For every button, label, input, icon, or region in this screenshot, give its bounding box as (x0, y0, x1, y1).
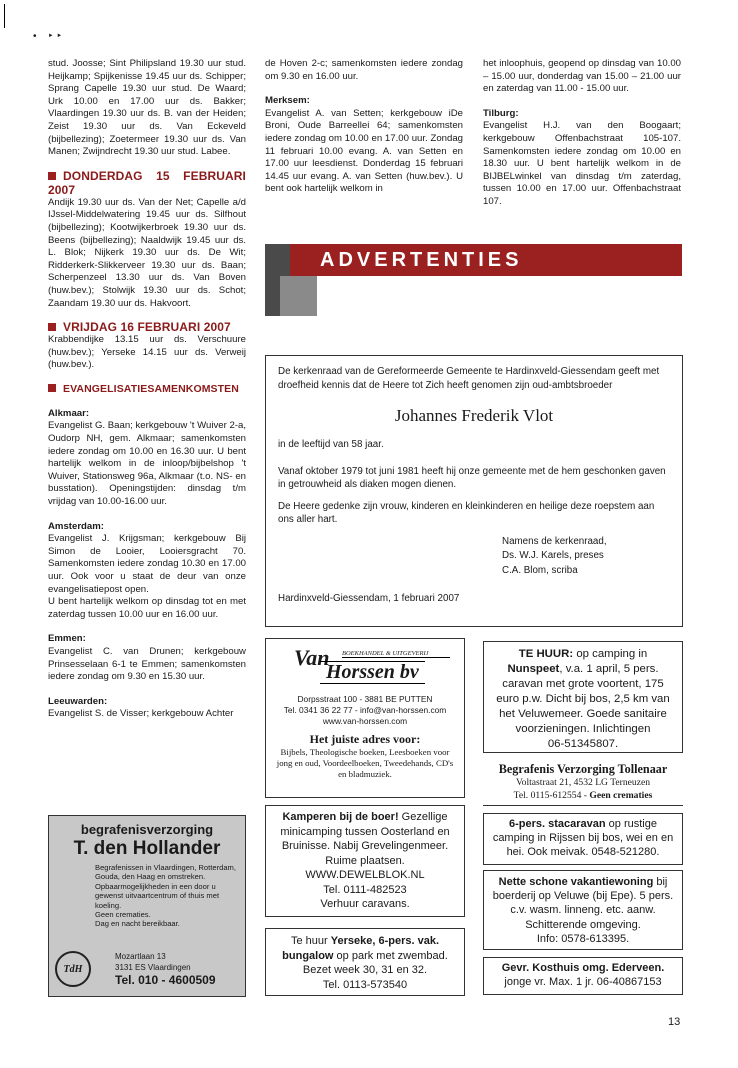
hollander-address (115, 952, 216, 988)
kamperen-website: WWW.DEWELBLOK.NL (305, 869, 425, 881)
obituary-notice (265, 355, 683, 627)
hollander-name: T. den Hollander (73, 838, 221, 859)
tilburg-text: Evangelist H.J. van den Boogaart; kerkgebouw Offenbachstraat 105-107. Samenkomsten iedere zondag om 10.00 en 18.30 uur. U bent hartelijk welkom in de BIJBELwinkel van dinsdag t/m zaterdag, tussen 10.00 en 17.00 uur. Offenbachstraat 107. (483, 120, 681, 207)
city-merksem: Merksem: (265, 95, 310, 107)
obituary-place-date: Hardinxveld-Giessendam, 1 februari 2007 (278, 593, 460, 604)
ad-den-hollander (48, 815, 246, 997)
hollander-logo-monogram: TdH (63, 963, 83, 975)
obituary-intro: De kerkenraad van de Gereformeerde Gemeente te Hardinxveld-Giessendam geeft met droefheid kennis dat de Heere tot Zich heeft genomen zijn oud-ambtsbroeder (278, 366, 660, 391)
obituary-age: in de leeftijd van 58 jaar. (278, 439, 384, 450)
hollander-details (95, 863, 237, 929)
square-bullet-icon (48, 384, 56, 392)
amsterdam-text-1: Evangelist J. Krijgsman; kerkgebouw Bij Simon de Looier, Looiersgracht 70. Samenkomsten iedere zondag 10.30 en 17.00 uur. Ook voor u staat de deur van onze evangelisatiepost open. (48, 533, 246, 595)
obituary-signatures (502, 535, 670, 579)
leeuwarden-text: Evangelist S. de Visser; kerkgebouw Achter (48, 708, 234, 720)
horssen-contact: Tel. 0341 36 22 77 - info@van-horssen.com (283, 705, 447, 715)
city-alkmaar: Alkmaar: (48, 407, 90, 419)
vakantie-heading: Nette schone vakantiewoning (498, 876, 654, 888)
section-header-evangelisatie (48, 382, 246, 396)
horssen-logo (280, 645, 450, 683)
emmen-text: Evangelist C. van Drunen; kerkgebouw Prinsesselaan 6-1 te Emmen; samenkomsten iedere zondag om 9.30 en 15.30 uur. (48, 645, 246, 683)
tollenaar-contact-line (483, 789, 683, 806)
ad-van-horssen (265, 638, 465, 798)
vrijdag-title: VRIJDAG 16 FEBRUARI 2007 (63, 320, 231, 335)
city-amsterdam: Amsterdam: (48, 520, 104, 532)
tehuur-text-2: , v.a. 1 april, 5 pers. caravan met grote voortent, 175 euro p.w. Dicht bij bos, 2,5 km van het Veluwemeer. Goede sanitaire voorzieningen. Inlichtingen (496, 663, 670, 735)
horssen-description: Bijbels, Theologische boeken, Leesboeken voor jong en oud, Voordeelboeken, Tweedehands, CD's en bladmuziek. (276, 747, 454, 779)
vrijdag-text: Krabbendijke 13.15 uur ds. Verschuure (huw.bev.); Yerseke 14.15 uur ds. Verweij (huw.bev.). (48, 334, 246, 371)
horssen-logo-sub: BOEKHANDEL & UITGEVERIJ (342, 650, 450, 658)
section-header-donderdag (48, 169, 246, 197)
obituary-service: Vanaf oktober 1979 tot juni 1981 heeft hij onze gemeente met de hem geschonken gaven in getrouwheid als diaken mogen dienen. (278, 465, 666, 490)
kamperen-phone: Tel. 0111-482523 (323, 883, 407, 896)
alkmaar-text: Evangelist G. Baan; kerkgebouw 't Wuiver 2-a, Oudorp NH, gem. Alkmaar; samenkomsten iedere zondag om 10.00 en 16.30 uur. U bent hartelijk welkom in de inloop/bijbelshop 't Wuiver, Stationsweg 96a, Alkmaar (t.o. NS- en busstation). Openingstijden: dinsdag t/m vrijdag van 10.00-16.00 uur. (48, 420, 246, 508)
horssen-logo-name: Horssen bv (320, 661, 425, 684)
hollander-city: 3131 ES Vlaardingen (115, 962, 191, 972)
hollander-top: begrafenisverzorging (80, 822, 214, 837)
scan-corner-mark (4, 4, 5, 28)
yerseke-text: op park met zwembad. Bezet week 30, 31 en 32. (302, 949, 448, 976)
col3-intro: het inloophuis, geopend op dinsdag van 10.00 – 15.00 uur, donderdag van 15.00 – 21.00 uur en zaterdag van 11.00 - 15.00 uur. (483, 58, 681, 95)
city-tilburg: Tilburg: (483, 107, 519, 119)
column-1 (48, 58, 246, 721)
kamperen-heading: Kamperen bij de boer! (282, 811, 399, 823)
advertenties-banner: ADVERTENTIES (290, 244, 682, 276)
evang-title: EVANGELISATIESAMENKOMSTEN (63, 382, 239, 395)
hollander-line-3: Geen crematies. (95, 910, 151, 920)
yerseke-pre: Te huur (291, 935, 331, 947)
donderdag-title: DONDERDAG 15 FEBRUARI 2007 (48, 168, 246, 197)
amsterdam-text-2: U bent hartelijk welkom op dinsdag tot en met zaterdag tussen 10.00 uur en 16.00 uur. (48, 596, 246, 620)
signature-line-3: C.A. Blom, scriba (502, 564, 578, 576)
vakantie-info: Info: 0578-613395. (536, 932, 630, 945)
hollander-logo (55, 951, 91, 987)
column-3 (483, 58, 681, 209)
section-header-vrijdag (48, 320, 246, 334)
tollenaar-no-cremations: Geen crematies (589, 790, 653, 801)
merksem-text: Evangelist A. van Setten; kerkgebouw iDe Broni, Oude Barreellei 64; samenkomsten iedere zondag om 10.00 en 17.00 uur. Zondag 11 februari 10.00 evang. A. van Setten en 17.00 uur leesdienst. Donderdag 15 februari 14.45 uur evang. A. van Setten (huw.bev.). U bent ook hartelijk welkom in (265, 107, 463, 195)
kosthuis-heading: Gevr. Kosthuis omg. Ederveen. (501, 962, 665, 974)
ad-kosthuis (483, 957, 683, 995)
signature-line-1: Namens de kerkenraad, (502, 535, 607, 547)
col1-intro: stud. Joosse; Sint Philipsland 19.30 uur stud. Heijkamp; Spijkenisse 19.45 uur ds. Schipper; Sprang Capelle 19.30 uur stud. De Waard; Urk 10.00 en 17.00 uur ds. Bakker; Vlaardingen 19.30 uur ds. B. van der Heiden; Zeist 19.30 uur ds. Van Eckeveld (bijbellezing); Zoetermeer 19.30 uur ds. Van Manen; Zwijndrecht 19.30 uur stud. Labee. (48, 58, 246, 158)
yerseke-phone: Tel. 0113-573540 (322, 978, 408, 991)
ad-vakantiewoning (483, 870, 683, 950)
tehuur-location: Nunspeet (507, 663, 560, 675)
kamperen-extra: Verhuur caravans. (320, 898, 410, 910)
tehuur-phone: 06-51345807. (547, 738, 619, 750)
kosthuis-text: jonge vr. Max. 1 jr. 06-40867153 (504, 976, 662, 989)
column-2 (265, 58, 463, 196)
tollenaar-name: Begrafenis Verzorging Tollenaar (498, 762, 668, 776)
ad-yerseke (265, 928, 465, 996)
horssen-logo-van: Van (294, 645, 330, 670)
hollander-line-2: Opbaarmogelijkheden in een door u gewenst uitvaartcentrum of thuis met koeling. (95, 881, 220, 910)
city-emmen: Emmen: (48, 633, 86, 645)
horssen-slogan: Het juiste adres voor: (309, 732, 421, 746)
banner-block-gray (280, 276, 317, 316)
hollander-line-1: Begrafenissen in Vlaardingen, Rotterdam, Gouda, den Haag en omstreken. (95, 863, 236, 882)
tollenaar-phone: Tel. 0115-612554 - (513, 790, 590, 801)
obituary-name: Johannes Frederik Vlot (394, 406, 554, 425)
ad-kamperen (265, 805, 465, 917)
yerseke-heading: Yerseke, 6-pers. vak. bungalow (282, 935, 439, 962)
hollander-phone: Tel. 010 - 4600509 (115, 973, 216, 987)
scan-dot-marks: • ‣ ‣ (33, 31, 63, 42)
hollander-street: Mozartlaan 13 (115, 952, 166, 961)
vakantie-text: bij boerderij op Veluwe (bij Epe). 5 pers. c.v. wasm. linneng. etc. aanw. Schitterende omgeving. (492, 876, 674, 931)
square-bullet-icon (48, 323, 56, 331)
horssen-address: Dorpsstraat 100 - 3881 BE PUTTEN (297, 694, 433, 704)
tehuur-heading: TE HUUR: (518, 648, 574, 660)
ad-tollenaar (483, 762, 683, 806)
hollander-line-4: Dag en nacht bereikbaar. (95, 919, 180, 929)
kamperen-text: Gezellige minicamping tussen Oosterland en Bruinisse. Nabij Grevelingenmeer. Ruime plaatsen. (280, 811, 450, 867)
ad-te-huur-nunspeet (483, 641, 683, 753)
col2-intro: de Hoven 2-c; samenkomsten iedere zondag om 9.30 en 16.00 uur. (265, 58, 463, 82)
stacaravan-heading: 6-pers. stacaravan (509, 818, 606, 830)
stacaravan-text: op rustige camping in Rijssen bij bos, wei en en hei. Ook meivak. 0548-521280. (492, 818, 674, 859)
horssen-website: www.van-horssen.com (322, 716, 408, 726)
tehuur-text-1: op camping in (573, 648, 648, 660)
obituary-remember: De Heere gedenke zijn vrouw, kinderen en kleinkinderen en heilige deze roepstem aan ons aller hart. (278, 500, 655, 525)
page-number: 13 (668, 1016, 681, 1028)
ad-stacaravan (483, 813, 683, 865)
tollenaar-address: Voltastraat 21, 4532 LG Terneuzen (515, 777, 651, 788)
signature-line-2: Ds. W.J. Karels, preses (502, 550, 604, 561)
square-bullet-icon (48, 172, 56, 180)
city-leeuwarden: Leeuwarden: (48, 695, 108, 707)
donderdag-text: Andijk 19.30 uur ds. Van der Net; Capelle a/d IJssel-Middelwatering 19.45 uur ds. Silfhout (bijbellezing); Kootwijkerbroek 19.30 uur ds. Beens (bijbellezing); Naaldwijk 19.45 uur ds. L. Blok; Nijkerk 19.30 uur ds. De Wit; Ridderkerk-Slikkerveer 19.30 uur ds. Baan; Scherpenzeel 13.30 uur ds. Van Boven (huw.bev.); Stolwijk 19.30 uur ds. Schot; Zaandam 19.30 uur ds. Hakvoort. (48, 196, 246, 309)
